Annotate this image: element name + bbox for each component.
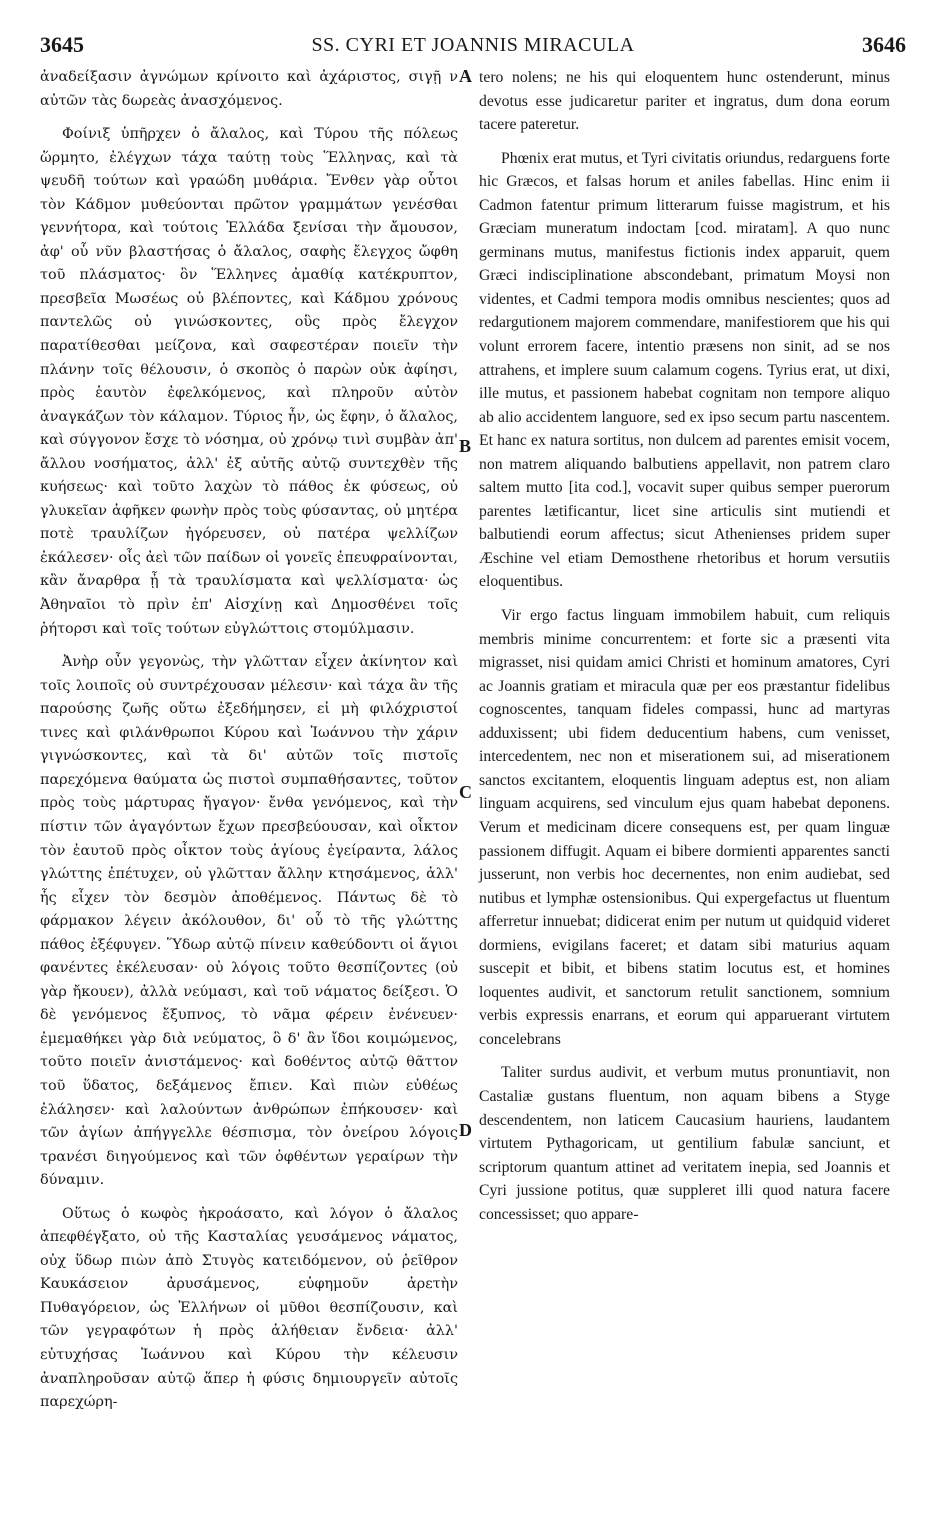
section-marker-d: D [459,1120,472,1140]
section-marker-c: C [459,782,472,802]
latin-paragraph: Taliter surdus audivit, et verbum mutus pronuntiavit, non Castaliæ gustans fluentum, non aquam bibens a Styge descendentem, non laticem Caucasium hauriens, laudantem virtutem Pythagoricam, ut gentilium fabulæ sanciunt, et scriptorum quantum attinet ad veritatem inepia, sed Joannis et Cyri jussione potitus, quæ suppleret illi quod natura facere concessisset; quo appare- [479,1064,890,1223]
latin-paragraph: tero nolens; ne his qui eloquentem hunc ostenderunt, minus devotus esse judicaretur pariter et ingratus, dum dona eorum tacere pateretur. [479,69,890,134]
greek-column [40,66,458,1425]
latin-column [479,66,890,1236]
greek-paragraph: ἀναδείξασιν ἀγνώμων κρίνοιτο καὶ ἀχάριστος, σιγῇ ν αὐτῶν τὰς δωρεὰς ἀνασχόμενος. [40,69,458,109]
running-title: SS. CYRI ET JOANNIS MIRACULA [311,34,635,56]
greek-paragraph: Φοίνιξ ὑπῆρχεν ὁ ἄλαλος, καὶ Τύρου τῆς πόλεως ὥρμητο, ἐλέγχων τάχα ταύτῃ τοὺς Ἕλληνας, καὶ τὰ ψευδῆ τούτων καὶ γραώδη μυθάρια. Ἔνθεν γὰρ οὗτοι τὸν Κάδμον μυθεύονται πρῶτον γραμμάτων γενέσθαι γεννήτορα, καὶ τούτοις Ἑλλάδα ξενίσαι τὴν ἄμουσον, ἀφ' οὗ νῦν βλαστήσας ὁ ἄλαλος, σαφὴς ἔλεγχος ὤφθη τοῦ πλάσματος· ὃν Ἕλληνες ἀμαθίᾳ κατέκρυπτον, πρεσβεῖα Μωσέως οὐ βλέποντες, καὶ Κάδμου χρόνους παντελῶς οὐ γινώσκοντες, οὓς πρὸς ἔλεγχον παρατίθεσθαι μείζονα, καὶ σαφεστέραν ποιεῖν τὴν πλάνην τοῖς θέλουσιν, ὁ σκοπὸς ὁ παρὼν οὐκ ἀφίησι, πρὸς ἑαυτὸν ἐφελκόμενος, καὶ πληροῦν αὐτὸν ἀναγκάζων τὸν κάλαμον. Τύριος ἦν, ὡς ἔφην, ὁ ἄλαλος, καὶ σύγγονον ἔσχε τὸ νόσημα, οὐ χρόνῳ τινὶ συμβὰν ἀπ' ἄλλου νοσήματος, ἀλλ' ἐξ αὐτῆς αὐτῷ συντεχθὲν τῆς κυήσεως· καὶ τοῦτο λαχὼν τὸ πάθος ἐκ φύσεως, οὐ γλυκεῖαν ἀφῆκεν φωνὴν πρὸς τοὺς φύσαντας, οὐ μητέρα ποτὲ τραυλίζων ἠγόρευσεν, οὐ πατέρα ψελλίζων ἐκάλεσεν· οἷς ἀεὶ τῶν παίδων οἱ γονεῖς ἐπευφραίνονται, κἂν ἄναρθρα ᾖ τὰ τραυλίσματα καὶ ψελλίσματα· ὡς Ἀθηναῖοι τὸ πρὶν ἐπ' Αἰσχίνῃ καὶ Δημοσθένει τοῖς ῥήτορσι καὶ τοῖς τούτων εὐγλώττοις στομύλμασιν. [40,126,458,637]
page-number-left: 3645 [40,32,84,57]
page-number-right: 3646 [862,32,906,57]
greek-paragraph: Ἀνὴρ οὖν γεγονὼς, τὴν γλῶτταν εἶχεν ἀκίνητον καὶ τοῖς λοιποῖς οὐ συντρέχουσαν μέλεσιν· καὶ τάχα ἂν τῆς παρούσης ζωῆς οὕτω ἐξεδήμησεν, εἰ μὴ φιλόχριστοί τινες καὶ φιλάνθρωποι Κύρου καὶ Ἰωάννου τὴν χάριν γιγνώσκοντες, καὶ τὰ δι' αὐτῶν τοῖς πιστοῖς παρεχόμενα θαύματα ὡς πιστοὶ συμπαθήσαντες, τοῦτον πρὸς τοὺς μάρτυρας ἤγαγον· ἔνθα γενόμενος, καὶ τὴν πίστιν τῶν ἀγαγόντων ἔχων πρεσβεύουσαν, καὶ οἶκτον τὸν ἑαυτοῦ πρὸς οἶκτον τοὺς ἁγίους ἐγείραντα, λάλος γλώττης ἐπέτυχεν, οὐ γλῶτταν ἄλλην κτησάμενος, ἀλλ' ἧς εἶχεν τὸν δεσμὸν ἀποθέμενος. Πάντως δὲ τὸ φάρμακον λέγειν ἀκόλουθον, δι' οὗ τὸ τῆς γλώττης πάθος ἐξέφυγεν. Ὕδωρ αὐτῷ πίνειν καθεύδοντι οἱ ἅγιοι φανέντες ἐκέλευσαν· οὐ λόγοις τοῦτο θεσπίζοντες (οὐ γὰρ ἤκουεν), ἀλλὰ νεύμασι, καὶ τοῦ νάματος δείξεσι. Ὁ δὲ γενόμενος ἔξυπνος, τὸ νᾶμα φέρειν ἐνένευεν· ἐμεμαθήκει γὰρ διὰ νεύματος, ὃ δ' ἂν ἴδοι κοιμώμενος, τοῦτο ποιεῖν ἀνιστάμενος· καὶ δοθέντος αὐτῷ θᾶττον τοῦ ὕδατος, δεξάμενος ἔπιεν. Καὶ πιὼν εὐθέως ἐλάλησεν· καὶ λαλούντων ἀνθρώπων ἐπήκουσεν· καὶ τῶν ἁγίων ἀπήγγελλε θέσπισμα, τὸν ὀνείρου λόγοις τρανέσι διηγούμενος καὶ τῶν ὀφθέντων γεραίρων τὴν δύναμιν. [40,654,458,1189]
section-marker-a: A [459,66,472,86]
latin-paragraph: Vir ergo factus linguam immobilem habuit, cum reliquis membris minime concurrentem: et forte sic a præsenti vita migrasset, nisi quidam amici Christi et hominum amatores, Cyri ac Joannis gratiam et miracula quæ per eos præstantur fidelibus cognoscentes, tanquam fideles compassi, hunc ad martyras adduxissent; ubi fidem deducentium habens, cum venisset, intercedentem, nec non et miserationem sui, ad miserationem sanctos excitantem, eloquentis linguam adeptus est, non aliam linguam acquirens, sed vinculum ejus quam habebat deponens. Verum et medicinam dicere consequens est, per quam linguæ passionem diffugit. Aquam ei bibere dormienti apparentes sancti jusserunt, non verbis hoc decernentes, non enim audiebat, sed nutibus et lymphæ ostensionibus. Qui expergefactus ut fluentum afferretur innuebat; didicerat enim per nutum ut quidquid videret dormiens, evigilans faceret; et datam sibi maturius aquam suscepit et bibit, et bibens statim locutus est, et homines loquentes audivit, et sanctorum retulit sanctionem, somnium verbis expressis enarrans, et eorum qui apparuerant virtutem concelebrans [479,607,890,1048]
greek-paragraph: Οὕτως ὁ κωφὸς ἠκροάσατο, καὶ λόγον ὁ ἄλαλος ἀπεφθέγξατο, οὐ τῆς Κασταλίας γευσάμενος νάματος, οὐχ ὕδωρ πιὼν ἀπὸ Στυγὸς κατειδόμενον, οὐ ῥεῖθρον Καυκάσειον ἀρυσάμενος, εὐφημοῦν ἀρετὴν Πυθαγόρειον, ὡς Ἑλλήνων οἱ μῦθοι θεσπίζουσιν, καὶ τῶν γεγραφότων ἡ πρὸς ἀλήθειαν ἔνδεια· ἀλλ' εὐτυχήσας Ἰωάννου καὶ Κύρου τὴν κέλευσιν ἀναπληροῦσαν αὐτῷ ἅπερ ἡ φύσις δημιουργεῖν αὐτοῖς παρεχώρη- [40,1205,458,1411]
page-header [40,28,906,62]
section-marker-b: B [459,436,472,456]
latin-paragraph: Phœnix erat mutus, et Tyri civitatis oriundus, redarguens forte hic Græcos, et falsas horum et aniles fabellas. Hinc enim ii Cadmon fatentur primum litterarum fuisse magistrum, et his Græciam muneratum indoctam [cod. miratam]. A quo nunc germinans mutus, manifestus fictionis index apparuit, quem Græci indisciplinatione abscondebant, primatum Moysi non videntes, et Cadmi tempora modis omnibus nescientes; quos ad redargutionem majorem commendare, manifestiorem que his qui volunt errorem facere, intentio præsens non sinit, ad se nos attrahens, et implere suum calamum cogens. Tyrius erat, ut dixi, ille mutus, et passionem habebat cognitam non temporе aliquo ab alio accidentem languore, sed ex ipso secum partu nascentem. Et hanc ex natura sortitus, non dulcem ad parentes emisit vocem, non matrem aliquando balbutiens appellavit, non patrem claro saltem mutto [ita cod.], vocavit super quibus semper puerorum parentes lætificantur, licet sine articulis sint mutiendi et balbutiendi eorum affectus; sicut Athenienses pridem super Æschine vel etiam Demosthene rhetoribus et horum versutiis eloquentibus. [479,149,890,591]
